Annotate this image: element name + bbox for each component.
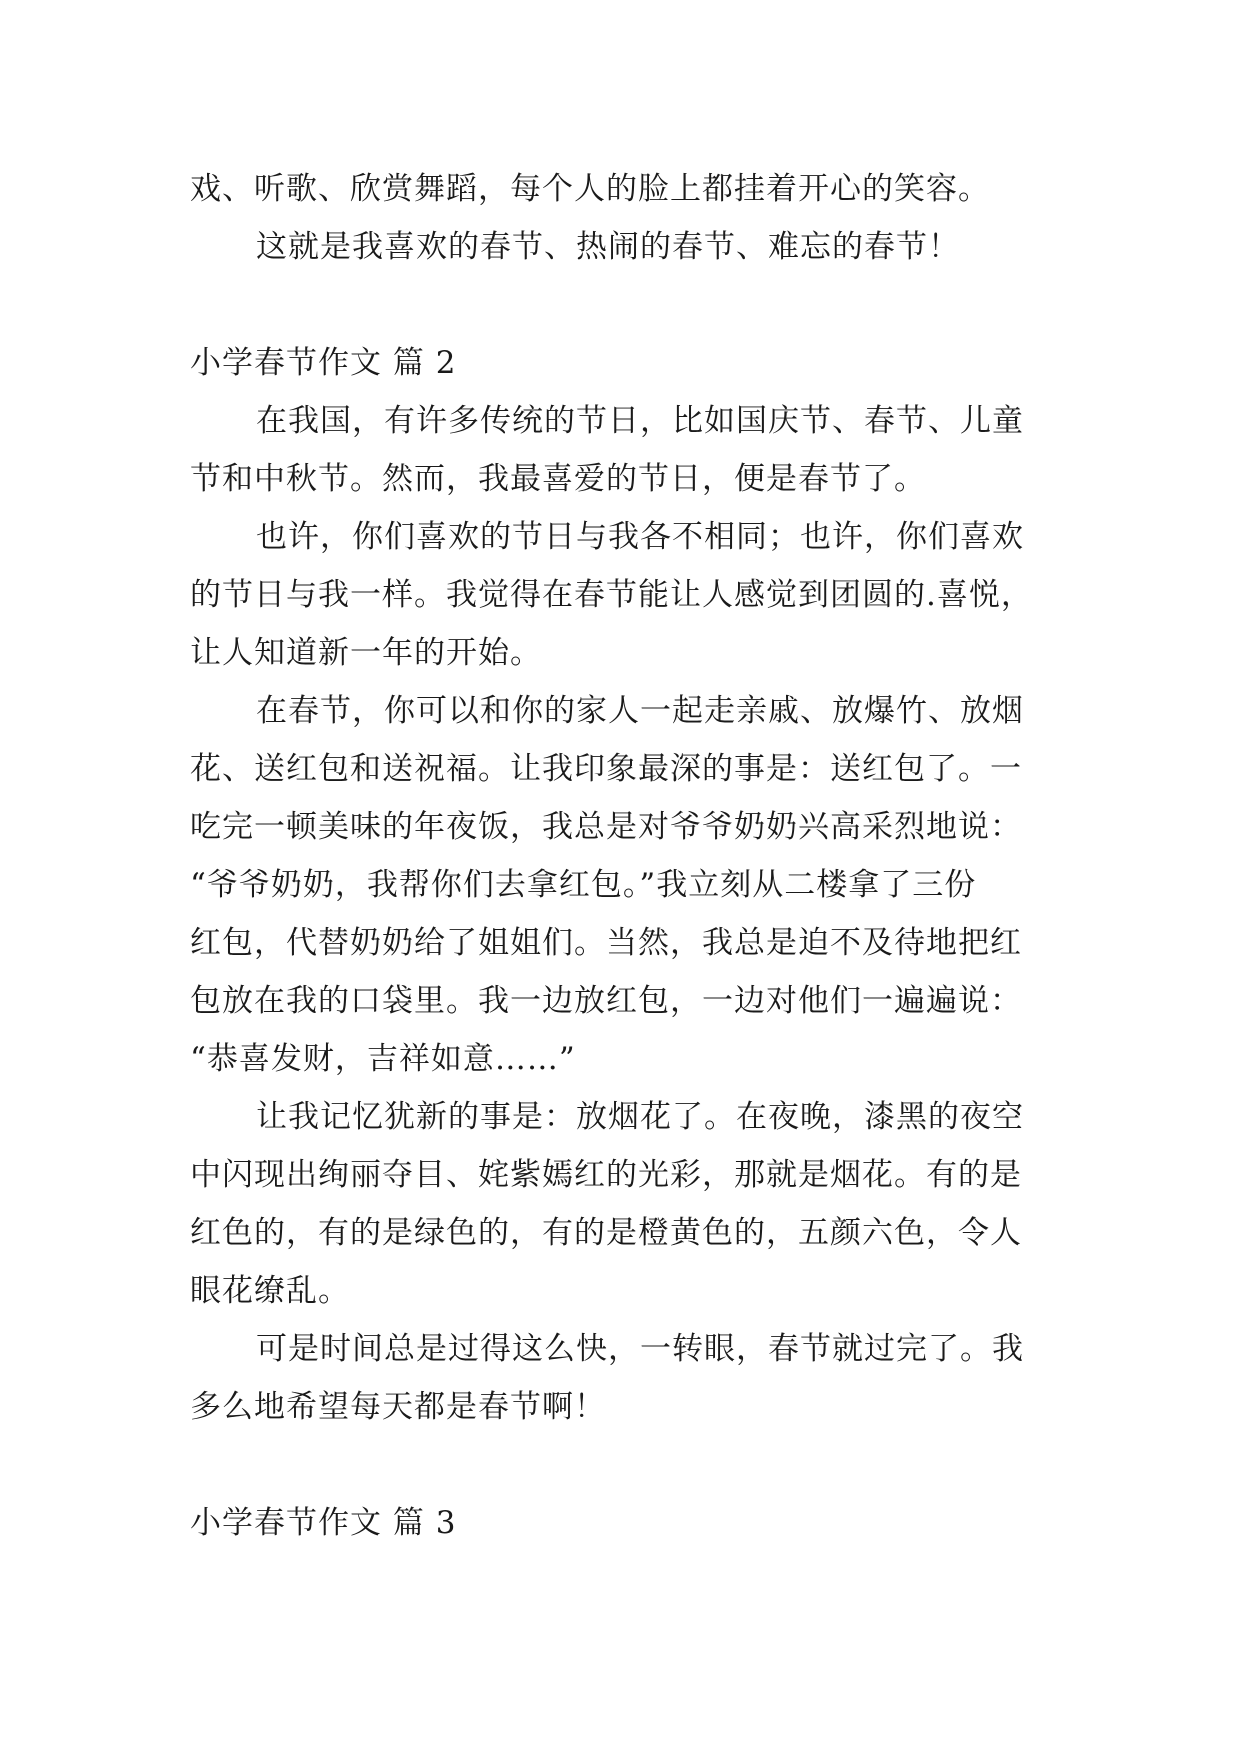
body-text-line: 的节日与我一样。我觉得在春节能让人感觉到团圆的.喜悦， [190,577,1033,613]
paragraph [190,682,1070,1088]
body-text-line: 中闪现出绚丽夺目、姹紫嫣红的光彩，那就是烟花。有的是 [190,1157,1022,1193]
body-text-line: 眼花缭乱。 [190,1273,350,1309]
body-text-line: 花、送红包和送祝福。让我印象最深的事是：送红包了。一 [190,751,1022,787]
body-text-line: 红色的，有的是绿色的，有的是橙黄色的，五颜六色，令人 [190,1215,1022,1251]
body-text-line: 让人知道新一年的开始。 [190,635,542,671]
section-heading: 小学春节作文 篇 2 [190,345,457,381]
body-text-line: 戏、听歌、欣赏舞蹈，每个人的脸上都挂着开心的笑容。 [190,171,990,207]
paragraph [190,392,1070,508]
spacer [190,276,1070,334]
paragraph [190,1320,1070,1436]
body-text-line: 在我国，有许多传统的节日，比如国庆节、春节、儿童 [256,403,1024,439]
body-text-line: 让我记忆犹新的事是：放烟花了。在夜晚，漆黑的夜空 [256,1099,1024,1135]
body-text-line: 在春节，你可以和你的家人一起走亲戚、放爆竹、放烟 [256,693,1024,729]
body-text-line: 也许，你们喜欢的节日与我各不相同；也许，你们喜欢 [256,519,1024,555]
body-text-line: 红包，代替奶奶给了姐姐们。当然，我总是迫不及待地把红 [190,925,1022,961]
section-heading: 小学春节作文 篇 3 [190,1505,457,1541]
paragraph [190,508,1070,682]
body-text-line: 包放在我的口袋里。我一边放红包，一边对他们一遍遍说： [190,983,1022,1019]
body-text-line: 吃完一顿美味的年夜饭，我总是对爷爷奶奶兴高采烈地说： [190,809,1022,845]
paragraph [190,1088,1070,1320]
body-text-line: 节和中秋节。然而，我最喜爱的节日，便是春节了。 [190,461,926,497]
spacer [190,1436,1070,1494]
body-text-line: 可是时间总是过得这么快，一转眼，春节就过完了。我 [256,1331,1024,1367]
body-text-line: 这就是我喜欢的春节、热闹的春节、难忘的春节！ [256,229,960,265]
body-text-line: 多么地希望每天都是春节啊！ [190,1389,606,1425]
body-text-line: “爷爷奶奶，我帮你们去拿红包。”我立刻从二楼拿了三份 [190,867,977,903]
document-page [190,160,1070,1552]
body-text-line: “恭喜发财，吉祥如意……” [190,1041,576,1077]
